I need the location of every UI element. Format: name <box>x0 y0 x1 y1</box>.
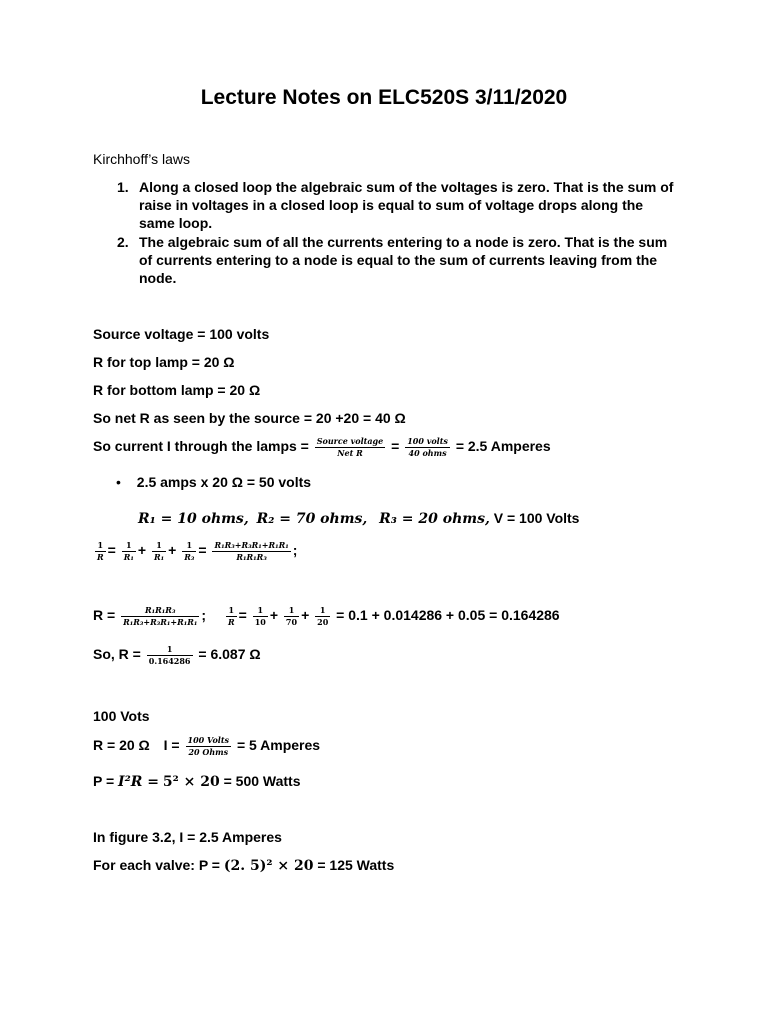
semicolon: ; <box>292 542 298 559</box>
denominator: R₃ <box>184 552 195 562</box>
r-20-ohm: R = 20 Ω <box>93 737 150 754</box>
numerator: 1 <box>182 540 196 552</box>
list-item <box>117 178 677 232</box>
vots-line: 100 Vots <box>93 708 150 724</box>
denominator: R₁ <box>123 552 134 562</box>
fraction <box>315 605 330 628</box>
numerator: 1 <box>315 605 330 617</box>
fraction <box>405 436 450 459</box>
numerator: 1 <box>122 540 136 552</box>
r3-value: R₃ = 20 ohms, <box>379 511 490 527</box>
denominator: R₁ <box>153 552 165 562</box>
i-result: = 5 Amperes <box>236 737 321 754</box>
r-prefix: R = <box>93 607 116 624</box>
source-voltage-line: Source voltage = 100 volts <box>93 326 270 342</box>
denominator: 40 ohms <box>408 448 447 458</box>
power-equation <box>93 773 301 790</box>
current-5a-equation <box>93 735 320 758</box>
numerator: Source voltage <box>316 436 384 446</box>
parallel-equation: $\frac{1}{R}$ = $\frac{1}{\text{R₁}}$ + $\frac{1}{\text{R₁}}$ + $\frac{1}{\text{R₃}}$ = $\frac{\text{R₁R₃+R₃R₁+R₁R₁}}{\text{R₁R₁R₃}}$ ; <box>97 540 298 562</box>
current-prefix: So current I through the lamps = <box>93 438 309 455</box>
list-text: The algebraic sum of all the currents entering to a node is zero. That is the sum of currents entering to a node is equal to the sum of currents leaving from the node. <box>139 234 668 286</box>
valve-expression: (2. 5)² × 20 <box>223 858 314 874</box>
p-expression: I²R = <box>118 774 159 790</box>
section-heading: Kirchhoff’s laws <box>93 151 191 167</box>
fraction <box>284 605 299 628</box>
numerator: 100 Volts <box>187 735 230 745</box>
page-title: Lecture Notes on ELC520S 3/11/2020 <box>200 86 568 109</box>
numerator: R₁R₁R₃ <box>121 605 199 617</box>
list-item <box>117 233 677 287</box>
r-total-equation: R = $\frac{\text{R₁R₁R₃}}{\text{R₁R₃+R₃R₁+R₁R₁}}$ ; $\frac{1}{R}$ = $\frac{1}{10}$ + $\frac{1}{70}$ + $\frac{1}{20}$ = 0.1 + 0.014286 + 0.05 = 0.164286 <box>93 605 560 627</box>
denominator: 20 <box>317 617 329 627</box>
denominator: R₁R₁R₃ <box>236 552 267 562</box>
figure-current-line: In figure 3.2, I = 2.5 Amperes <box>93 829 282 845</box>
valve-power-equation <box>93 857 394 874</box>
bullet-text: 2.5 amps x 20 Ω = 50 volts <box>136 474 312 490</box>
fraction <box>95 540 106 563</box>
valve-result: = 125 Watts <box>317 857 395 873</box>
i-prefix: I = <box>163 737 180 754</box>
fraction <box>315 436 385 459</box>
denominator: R <box>227 617 235 627</box>
fraction <box>122 540 136 563</box>
r2-value: R₂ = 70 ohms, <box>256 511 368 527</box>
resistor-values-line <box>138 510 579 527</box>
fraction <box>186 735 232 758</box>
denominator: R₁R₃+R₃R₁+R₁R₁ <box>123 617 198 627</box>
so-r-result: = 6.087 Ω <box>198 646 261 663</box>
fraction <box>212 540 290 563</box>
p-prefix: P = <box>93 773 115 789</box>
r-bottom-lamp-line: R for bottom lamp = 20 Ω <box>93 382 261 398</box>
so-r-equation <box>93 644 261 667</box>
bullet-mark: • <box>116 474 121 490</box>
denominator: 20 Ohms <box>188 747 229 757</box>
r1-value: R₁ = 10 ohms, <box>138 511 249 527</box>
numerator: 1 <box>95 540 106 552</box>
list-text: Along a closed loop the algebraic sum of the voltages is zero. That is the sum of raise in voltages in a closed loop is equal to sum of voltage drops along the same loop. <box>139 179 674 231</box>
numerator: 1 <box>152 540 166 552</box>
p-value: 5² × 20 <box>162 774 220 790</box>
fraction <box>182 540 196 563</box>
r-sum-result: = 0.1 + 0.014286 + 0.05 = 0.164286 <box>336 607 560 624</box>
r-top-lamp-line: R for top lamp = 20 Ω <box>93 354 235 370</box>
net-r-line: So net R as seen by the source = 20 +20 = 40 Ω <box>93 410 406 426</box>
laws-list <box>117 178 677 287</box>
valve-prefix: For each valve: P = <box>93 857 220 873</box>
list-number: 1. <box>117 179 129 195</box>
numerator: 1 <box>284 605 299 617</box>
numerator: 1 <box>147 644 193 656</box>
current-result: = 2.5 Amperes <box>455 438 551 455</box>
denominator: 10 <box>254 617 266 627</box>
numerator: 1 <box>253 605 268 617</box>
denominator: 0.164286 <box>148 656 191 666</box>
fraction <box>152 540 166 563</box>
semicolon: ; <box>201 607 207 624</box>
denominator: Net R <box>337 448 363 458</box>
numerator: R₁R₃+R₃R₁+R₁R₁ <box>214 540 289 550</box>
fraction <box>226 605 237 628</box>
list-number: 2. <box>117 234 129 250</box>
numerator: 100 volts <box>407 436 448 446</box>
denominator: R <box>97 552 104 562</box>
so-r-prefix: So, R = <box>93 646 141 663</box>
p-result: = 500 Watts <box>223 773 301 789</box>
fraction <box>147 644 193 667</box>
bullet-item <box>116 474 311 490</box>
fraction <box>121 605 199 628</box>
fraction <box>253 605 268 628</box>
numerator: 1 <box>226 605 237 617</box>
voltage-value: V = 100 Volts <box>493 510 580 526</box>
denominator: 70 <box>285 617 298 627</box>
equals-sign: = <box>391 438 400 455</box>
current-equation <box>93 436 551 459</box>
